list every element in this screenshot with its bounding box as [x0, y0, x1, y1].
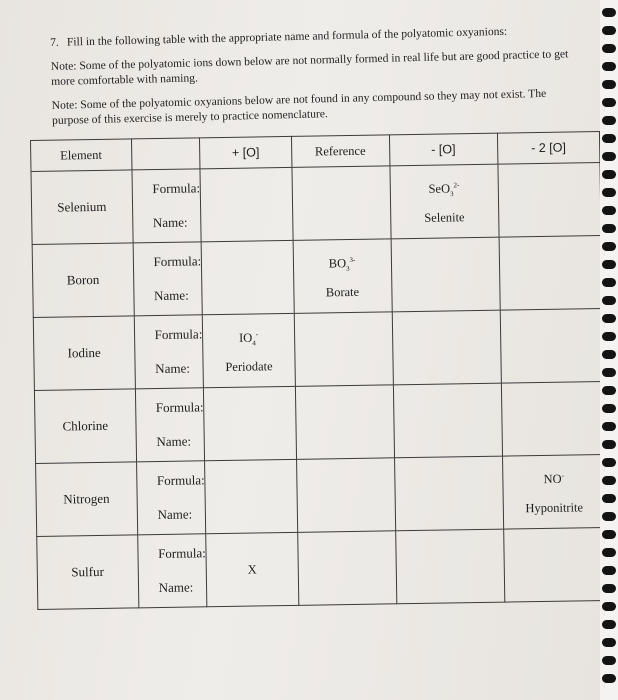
formula-subscript: 3: [346, 264, 350, 273]
note-one: Note: Some of the polyatomic ions down below are not normally formed in real life but are good practice to get more comfortable with naming.: [50, 47, 569, 88]
header-minus-2o: - 2 [O]: [497, 132, 600, 165]
label-cell: [132, 169, 202, 243]
plus-o-cell[interactable]: [204, 386, 296, 460]
question-block: [50, 23, 572, 138]
binder-coil: [602, 404, 616, 413]
element-cell: Nitrogen: [36, 462, 138, 537]
minus-2o-cell[interactable]: [500, 309, 603, 384]
name-label: Name:: [156, 433, 192, 450]
binder-edge: [600, 0, 618, 700]
question-number: 7.: [50, 35, 60, 49]
binder-coil: [602, 656, 616, 665]
plus-o-cell[interactable]: [206, 532, 298, 606]
name-label: Name:: [152, 214, 188, 231]
plus-o-cell[interactable]: [203, 313, 295, 387]
formula-value: X: [247, 562, 257, 577]
formula-label: Formula:: [156, 472, 205, 489]
binder-coil: [602, 566, 616, 575]
minus-o-cell[interactable]: [389, 164, 498, 239]
header-plus-o: + [O]: [200, 136, 292, 168]
binder-coil: [602, 116, 616, 125]
binder-coil: [602, 620, 616, 629]
element-cell: Boron: [32, 243, 134, 318]
table-row: [33, 309, 603, 391]
formula-subscript: 3: [450, 190, 454, 199]
binder-coil: [602, 242, 616, 251]
minus-o-cell[interactable]: [391, 237, 500, 312]
binder-coil: [602, 602, 616, 611]
plus-o-cell[interactable]: [201, 240, 293, 314]
formula-charge: 2-: [453, 181, 460, 190]
table-row: [34, 382, 604, 464]
binder-coil: [602, 26, 616, 35]
minus-2o-cell[interactable]: [503, 528, 606, 603]
binder-coil: [602, 638, 616, 647]
name-label: Name:: [155, 360, 191, 377]
formula-base: IO: [238, 330, 253, 345]
binder-coil: [602, 296, 616, 305]
element-cell: Iodine: [33, 316, 135, 391]
binder-coil: [602, 314, 616, 323]
label-cell: [133, 242, 203, 316]
table-row: [36, 455, 606, 537]
binder-coil: [602, 422, 616, 431]
binder-coil: [602, 260, 616, 269]
binder-coil: [602, 548, 616, 557]
reference-cell[interactable]: [296, 458, 395, 533]
binder-coil: [602, 44, 616, 53]
formula-label: Formula:: [155, 399, 204, 416]
name-value: Periodate: [225, 359, 273, 374]
header-element: Element: [31, 139, 132, 172]
formula-value: [390, 169, 498, 203]
binder-coil: [602, 80, 616, 89]
label-cell: [136, 461, 206, 535]
binder-coil: [602, 494, 616, 503]
table-row: [31, 163, 601, 245]
formula-value: [503, 459, 605, 493]
name-label: Name:: [153, 287, 189, 304]
formula-label: Formula:: [152, 180, 201, 197]
formula-base: SeO: [428, 181, 451, 196]
binder-coil: [602, 530, 616, 539]
formula-charge: 3-: [349, 255, 356, 264]
question-prompt: [50, 23, 570, 50]
binder-coil: [602, 134, 616, 143]
name-value: Selenite: [424, 210, 465, 225]
minus-2o-cell[interactable]: [499, 236, 602, 311]
formula-charge: -: [255, 330, 259, 339]
binder-coil: [602, 152, 616, 161]
header-minus-o: - [O]: [389, 133, 498, 166]
reference-cell[interactable]: [293, 239, 392, 314]
binder-coil: [602, 476, 616, 485]
binder-coil: [602, 350, 616, 359]
binder-coil: [602, 206, 616, 215]
binder-coil: [602, 98, 616, 107]
label-cell: [135, 388, 205, 462]
binder-coil: [602, 674, 616, 683]
header-blank: [131, 138, 200, 170]
binder-coil: [602, 62, 616, 71]
binder-coil: [602, 512, 616, 521]
formula-label: Formula:: [153, 253, 202, 270]
plus-o-cell[interactable]: [200, 167, 292, 241]
binder-coil: [602, 386, 616, 395]
plus-o-cell[interactable]: [205, 459, 297, 533]
oxyanion-table: [30, 131, 607, 610]
label-cell: [134, 315, 204, 389]
binder-coil: [602, 8, 616, 17]
minus-2o-cell[interactable]: [501, 382, 604, 457]
minus-2o-cell[interactable]: [498, 163, 601, 238]
element-cell: Chlorine: [34, 389, 136, 464]
minus-o-cell[interactable]: [392, 310, 501, 385]
reference-cell[interactable]: [297, 531, 396, 606]
binder-coil: [602, 584, 616, 593]
name-label: Name:: [157, 506, 193, 523]
formula-label: Formula:: [154, 326, 203, 343]
name-value: Hyponitrite: [525, 500, 584, 516]
table-row: [37, 528, 607, 610]
reference-cell[interactable]: [292, 166, 391, 241]
binder-coil: [602, 458, 616, 467]
table-row: [32, 236, 602, 318]
formula-value: [293, 243, 390, 277]
formula-base: BO: [328, 256, 347, 271]
binder-coil: [602, 332, 616, 341]
formula-value: [203, 318, 294, 351]
header-reference: Reference: [291, 135, 389, 168]
formula-base: NO: [543, 471, 562, 487]
element-cell: Sulfur: [37, 535, 139, 610]
element-cell: Selenium: [31, 170, 133, 245]
note-two: Note: Some of the polyatomic oxyanions below are not found in any compound so they may not exist. The purpose of this exercise is merely to practice nomenclature.: [51, 87, 547, 127]
binder-coil: [602, 224, 616, 233]
question-text: Fill in the following table with the appropriate name and formula of the polyatomic oxyanions:: [66, 24, 508, 49]
minus-o-cell[interactable]: [394, 456, 503, 531]
binder-coil: [602, 440, 616, 449]
minus-2o-cell[interactable]: [502, 455, 605, 530]
binder-coil: [602, 278, 616, 287]
minus-o-cell[interactable]: [393, 383, 502, 458]
reference-cell[interactable]: [295, 385, 394, 460]
label-cell: [137, 534, 207, 608]
binder-coil: [602, 368, 616, 377]
binder-coil: [602, 170, 616, 179]
formula-charge: -: [561, 471, 564, 480]
reference-cell[interactable]: [294, 312, 393, 387]
binder-coil: [602, 188, 616, 197]
formula-subscript: 4: [252, 339, 256, 348]
name-label: Name:: [158, 579, 194, 596]
name-value: Borate: [325, 284, 360, 300]
minus-o-cell[interactable]: [395, 529, 504, 604]
formula-label: Formula:: [158, 545, 206, 562]
